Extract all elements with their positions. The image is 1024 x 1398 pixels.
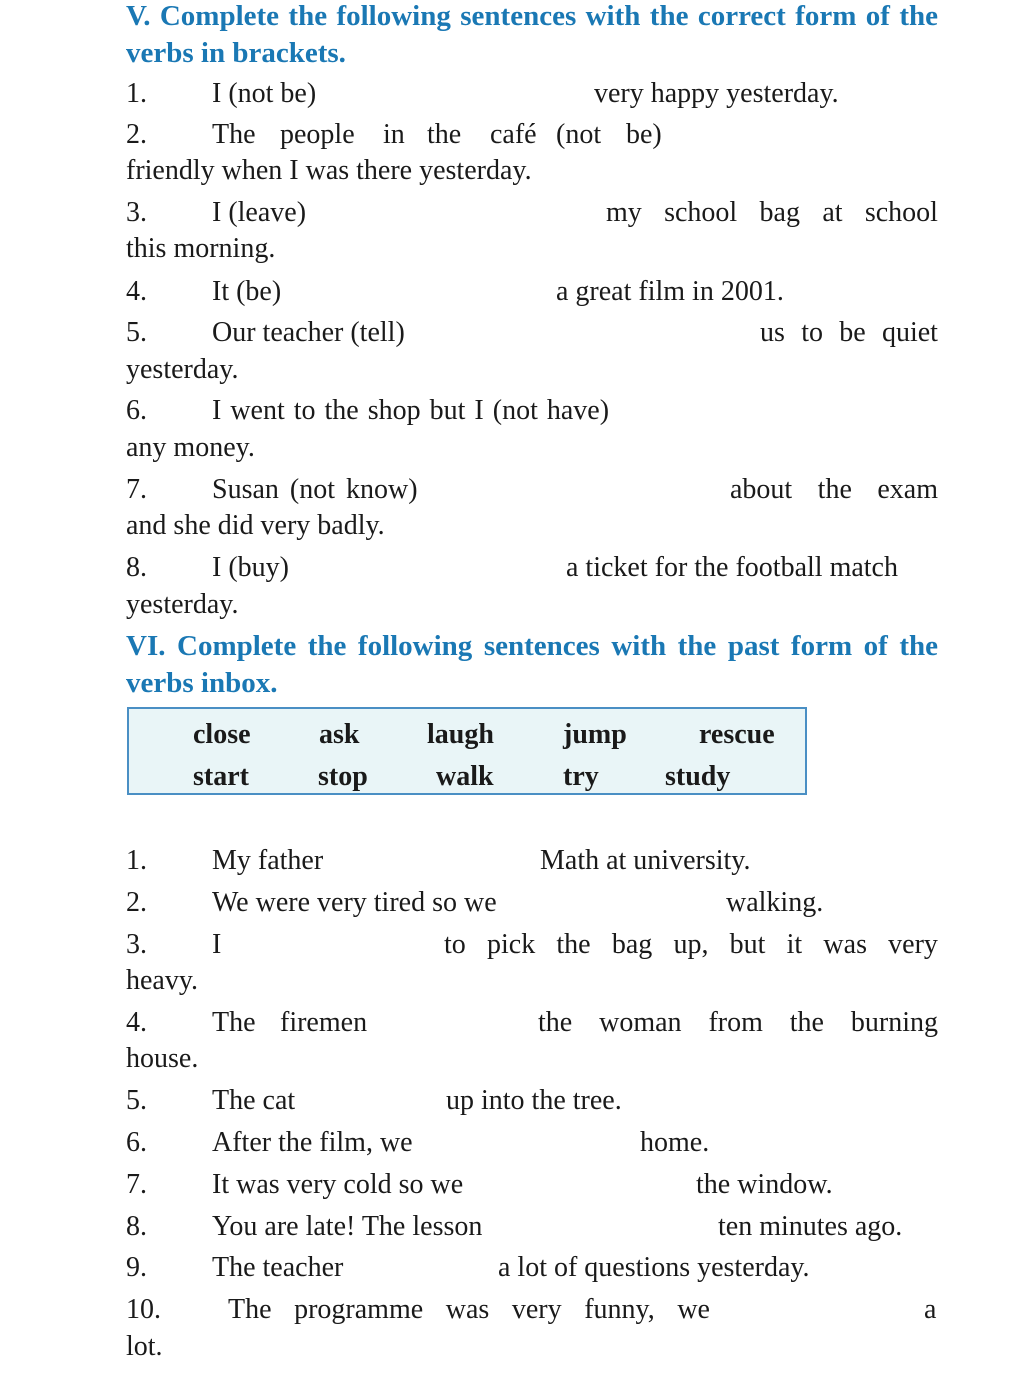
item-text: I (not be) bbox=[212, 78, 317, 109]
word: firemen bbox=[280, 1007, 368, 1038]
item-number: 1. bbox=[126, 78, 147, 109]
box-word: close bbox=[193, 719, 251, 750]
item-text-after-blank: walking. bbox=[726, 887, 824, 918]
box-word: jump bbox=[563, 719, 627, 750]
item-text: After the film, we bbox=[212, 1127, 413, 1158]
item-text-after-blank bbox=[730, 472, 938, 508]
item-text-after-blank bbox=[760, 315, 938, 351]
item-number: 7. bbox=[126, 474, 147, 505]
item-continuation: and she did very badly. bbox=[126, 510, 385, 541]
item-text: I (buy) bbox=[212, 552, 289, 583]
item-text-after-blank: home. bbox=[640, 1127, 710, 1158]
word: to bbox=[801, 317, 823, 348]
item-text: It (be) bbox=[212, 276, 282, 307]
word: at bbox=[822, 197, 843, 228]
word: pick bbox=[486, 929, 536, 960]
item-text-after-blank: a bbox=[924, 1294, 937, 1325]
box-word: study bbox=[665, 761, 731, 792]
item-text-after-blank bbox=[444, 927, 938, 963]
item-continuation: heavy. bbox=[126, 965, 199, 996]
item-text-after-blank: a lot of questions yesterday. bbox=[498, 1252, 810, 1283]
item-number: 5. bbox=[126, 317, 147, 348]
item-number: 8. bbox=[126, 552, 147, 583]
item-number: 8. bbox=[126, 1211, 147, 1242]
word: burning bbox=[850, 1007, 938, 1038]
word: the bbox=[538, 1007, 573, 1038]
box-word: try bbox=[563, 761, 599, 792]
word: The bbox=[212, 119, 256, 150]
word: the bbox=[556, 929, 591, 960]
word: quiet bbox=[881, 317, 938, 348]
item-number: 3. bbox=[126, 929, 147, 960]
box-word: start bbox=[193, 761, 249, 792]
word: programme bbox=[294, 1294, 424, 1325]
word: us bbox=[760, 317, 785, 348]
item-text: I went to the shop but I (not have) bbox=[212, 395, 610, 426]
word: school bbox=[864, 197, 938, 228]
word: it bbox=[786, 929, 803, 960]
item-continuation: yesterday. bbox=[126, 354, 239, 385]
word: be) bbox=[626, 119, 662, 150]
item-number: 4. bbox=[126, 276, 147, 307]
item-number: 4. bbox=[126, 1007, 147, 1038]
item-text-after-blank bbox=[538, 1005, 938, 1041]
item-text-after-blank: very happy yesterday. bbox=[594, 78, 839, 109]
word: we bbox=[677, 1294, 710, 1325]
box-word: walk bbox=[436, 761, 494, 792]
box-word: laugh bbox=[427, 719, 494, 750]
item-continuation: yesterday. bbox=[126, 589, 239, 620]
word: in bbox=[383, 119, 405, 150]
item-text: It was very cold so we bbox=[212, 1169, 464, 1200]
item-text: My father bbox=[212, 845, 324, 876]
word-box bbox=[127, 707, 807, 795]
item-text-after-blank: up into the tree. bbox=[446, 1085, 622, 1116]
word: people bbox=[280, 119, 355, 150]
word: The bbox=[212, 1007, 256, 1038]
item-text: Susan (not know) bbox=[212, 474, 418, 505]
item-number: 7. bbox=[126, 1169, 147, 1200]
item-number: 9. bbox=[126, 1252, 147, 1283]
item-text: You are late! The lesson bbox=[212, 1211, 483, 1242]
item-text-after-blank: ten minutes ago. bbox=[718, 1211, 903, 1242]
word: (not bbox=[556, 119, 602, 150]
box-word: ask bbox=[319, 719, 360, 750]
item-text: I (leave) bbox=[212, 197, 307, 228]
item-text: Our teacher (tell) bbox=[212, 317, 405, 348]
item-text-after-blank: a great film in 2001. bbox=[556, 276, 784, 307]
word: the bbox=[427, 119, 462, 150]
item-number: 10. bbox=[126, 1294, 161, 1325]
word: my bbox=[606, 197, 642, 228]
item-number: 2. bbox=[126, 119, 147, 150]
item-number: 6. bbox=[126, 1127, 147, 1158]
word: very bbox=[888, 929, 938, 960]
word: bag bbox=[759, 197, 800, 228]
word: to bbox=[444, 929, 466, 960]
word: café bbox=[490, 119, 537, 150]
word: was bbox=[823, 929, 867, 960]
item-text: I bbox=[212, 929, 222, 960]
item-number: 1. bbox=[126, 845, 147, 876]
item-number: 6. bbox=[126, 395, 147, 426]
item-text: The cat bbox=[212, 1085, 296, 1116]
word: school bbox=[664, 197, 738, 228]
item-continuation: any money. bbox=[126, 432, 255, 463]
word: exam bbox=[877, 474, 938, 505]
word: but bbox=[729, 929, 766, 960]
word: very bbox=[511, 1294, 562, 1325]
box-word: stop bbox=[318, 761, 368, 792]
word: from bbox=[708, 1007, 763, 1038]
word: The bbox=[228, 1294, 272, 1325]
item-number: 2. bbox=[126, 887, 147, 918]
word: bag bbox=[611, 929, 653, 960]
item-text bbox=[228, 1292, 710, 1328]
word: funny, bbox=[584, 1294, 655, 1325]
word: the bbox=[817, 474, 852, 505]
item-continuation: this morning. bbox=[126, 233, 276, 264]
item-continuation: lot. bbox=[126, 1331, 163, 1362]
item-continuation: friendly when I was there yesterday. bbox=[126, 155, 532, 186]
section-5-heading: V. Complete the following sentences with the correct form of the verbs in brackets. bbox=[126, 0, 938, 69]
item-text-after-blank bbox=[606, 195, 938, 231]
item-text-after-blank: a ticket for the football match bbox=[566, 552, 898, 583]
item-text: The teacher bbox=[212, 1252, 344, 1283]
word: about bbox=[730, 474, 793, 505]
section-6-heading: VI. Complete the following sentences with the past form of the verbs inbox. bbox=[126, 630, 938, 699]
word: woman bbox=[599, 1007, 682, 1038]
word: the bbox=[789, 1007, 824, 1038]
word: be bbox=[839, 317, 866, 348]
word: up, bbox=[673, 929, 709, 960]
item-continuation: house. bbox=[126, 1043, 199, 1074]
box-word: rescue bbox=[699, 719, 775, 750]
word: was bbox=[445, 1294, 490, 1325]
item-number: 5. bbox=[126, 1085, 147, 1116]
item-text-after-blank: the window. bbox=[696, 1169, 833, 1200]
item-text: We were very tired so we bbox=[212, 887, 497, 918]
item-text-after-blank: Math at university. bbox=[540, 845, 751, 876]
item-number: 3. bbox=[126, 197, 147, 228]
